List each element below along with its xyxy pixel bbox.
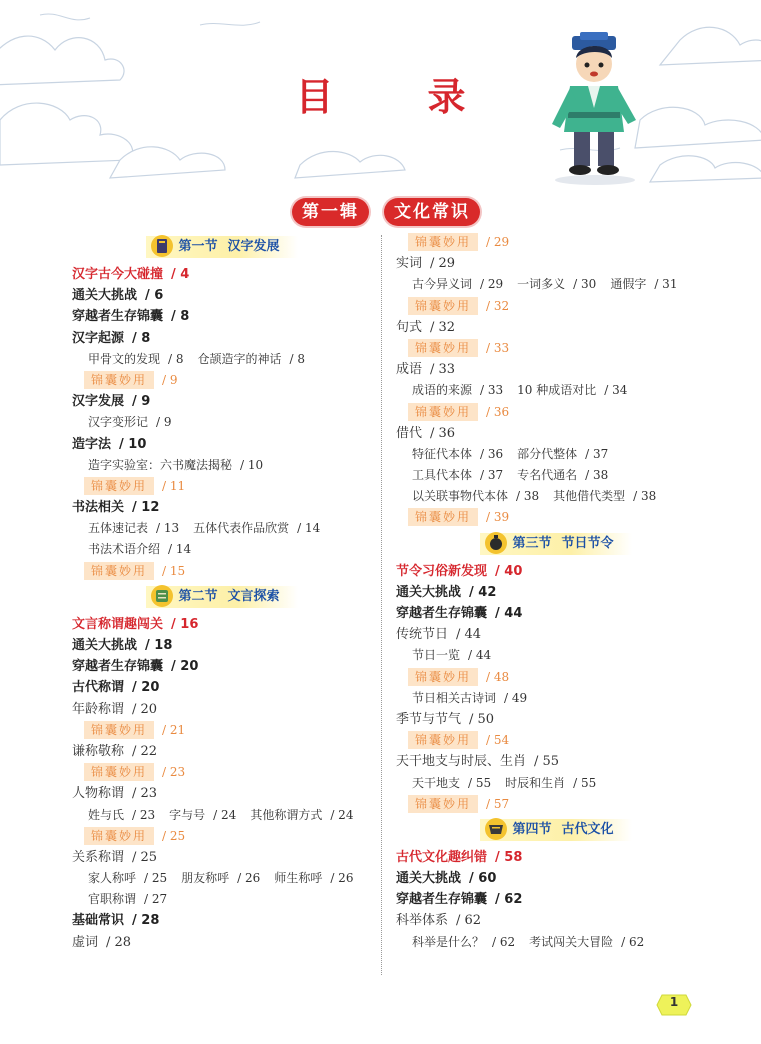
subtopic-row	[72, 455, 372, 476]
page-ref: / 26	[330, 871, 354, 886]
section-name: 古代文化	[561, 821, 614, 837]
page-ref: / 14	[168, 542, 192, 557]
tip-entry[interactable]	[72, 476, 372, 497]
subtopic-text: 工具代本体	[412, 468, 473, 483]
tip-entry[interactable]	[72, 370, 372, 391]
tip-entry[interactable]	[396, 730, 716, 751]
entry-text: 借代	[396, 425, 423, 441]
tip-entry[interactable]	[396, 232, 716, 253]
page-ref: / 48	[486, 669, 510, 684]
subtopic-text: 以关联事物代本体	[412, 489, 509, 504]
tip-label: 锦囊妙用	[84, 827, 154, 845]
subtopic-entry[interactable]	[517, 447, 608, 461]
section-title-pill	[146, 236, 297, 258]
topic-entry[interactable]	[72, 635, 372, 656]
section-name: 文言探索	[227, 588, 280, 604]
entry-text: 汉字古今大碰撞	[72, 267, 164, 282]
section-number: 第一节	[178, 239, 218, 254]
tip-label: 锦囊妙用	[84, 562, 154, 580]
page-ref: / 50	[469, 711, 495, 727]
page-ref: / 27	[144, 892, 168, 907]
page-ref: / 8	[289, 351, 306, 366]
section-name: 节日节令	[561, 535, 614, 551]
subtopic-row	[396, 444, 716, 465]
entry-text: 关系称谓	[72, 849, 125, 865]
page-ref: / 58	[495, 849, 523, 865]
page-ref: / 44	[468, 648, 492, 663]
subtopic-text: 造字实验室：六书魔法揭秘	[88, 457, 233, 472]
subtopic-text: 考试闯关大冒险	[529, 934, 614, 949]
subtopic-entry[interactable]	[412, 935, 515, 949]
page-ref: / 36	[480, 446, 504, 461]
subtopic-entry[interactable]	[517, 383, 627, 397]
section-header	[396, 815, 716, 847]
tip-label: 锦囊妙用	[408, 508, 478, 526]
page-ref: / 6	[145, 288, 164, 304]
page-ref: / 62	[456, 913, 482, 929]
entry-text: 人物称谓	[72, 786, 125, 802]
tip-entry[interactable]	[72, 561, 372, 582]
subtopic-entry[interactable]	[412, 383, 503, 397]
entry-text: 谦称敬称	[72, 743, 125, 759]
tip-label: 锦囊妙用	[84, 763, 154, 781]
subtopic-entry[interactable]	[88, 542, 191, 556]
chapter-banner	[0, 198, 761, 228]
page-ref: / 20	[132, 680, 160, 696]
tip-label: 锦囊妙用	[84, 371, 154, 389]
page-ref: / 28	[132, 913, 160, 929]
page-ref: / 57	[486, 796, 510, 811]
page-ref: / 29	[480, 277, 504, 292]
subtopic-row	[396, 773, 716, 794]
entry-text: 通关大挑战	[72, 288, 138, 304]
subtopic-entry[interactable]	[198, 352, 306, 366]
subtopic-text: 五体速记表	[88, 521, 149, 536]
page-ref: / 26	[237, 871, 261, 886]
subtopic-entry[interactable]	[88, 415, 172, 429]
page-ref: / 55	[573, 775, 597, 790]
subtopic-entry[interactable]	[181, 871, 260, 885]
subtopic-entry[interactable]	[412, 648, 491, 662]
topic-entry[interactable]	[72, 910, 372, 931]
subsection-entry[interactable]	[72, 699, 372, 720]
section-number: 第三节	[512, 535, 552, 551]
subsection-entry[interactable]	[396, 709, 716, 730]
page-ref: / 21	[162, 722, 186, 737]
subtopic-entry[interactable]	[412, 277, 503, 291]
entry-text: 季节与节气	[396, 711, 462, 727]
subsection-entry[interactable]	[72, 847, 372, 868]
subtopic-entry[interactable]	[88, 521, 179, 535]
page-ref: / 9	[156, 415, 172, 430]
page-ref: / 24	[213, 807, 237, 822]
subtopic-row	[396, 688, 716, 709]
page-ref: / 23	[162, 765, 186, 780]
subtopic-entry[interactable]	[412, 776, 491, 790]
page-ref: / 38	[633, 489, 657, 504]
page-ref: / 60	[469, 871, 497, 887]
page-ref: / 62	[495, 892, 523, 908]
tip-entry[interactable]	[72, 762, 372, 783]
subsection-entry[interactable]	[72, 932, 372, 953]
entry-text: 古代称谓	[72, 680, 125, 696]
page-ref: / 55	[468, 775, 492, 790]
subtopic-entry[interactable]	[553, 489, 656, 503]
subsection-entry[interactable]	[396, 253, 716, 274]
entry-text: 天干地支与时辰、生肖	[396, 754, 527, 770]
topic-entry[interactable]	[72, 677, 372, 698]
tip-entry[interactable]	[396, 667, 716, 688]
page-ref: / 42	[469, 584, 497, 600]
feature-entry[interactable]	[72, 264, 372, 285]
entry-text: 成语	[396, 362, 423, 378]
subtopic-text: 时辰和生肖	[505, 775, 566, 790]
subtopic-row	[72, 349, 372, 370]
tip-entry[interactable]	[396, 794, 716, 815]
page-ref: / 25	[162, 828, 186, 843]
topic-entry[interactable]	[396, 582, 716, 603]
entry-text: 穿越者生存锦囊	[396, 606, 488, 621]
tip-entry[interactable]	[396, 296, 716, 317]
character-illustration	[540, 28, 650, 188]
subtopic-entry[interactable]	[88, 808, 155, 822]
topic-entry[interactable]	[72, 656, 372, 677]
page-ref: / 36	[430, 425, 456, 441]
page-ref: / 29	[486, 235, 510, 249]
entry-text: 穿越者生存锦囊	[72, 659, 164, 675]
chapter-name: 文化常识	[384, 198, 480, 226]
subtopic-row	[396, 380, 716, 401]
subtopic-row	[72, 412, 372, 433]
entry-text: 科举体系	[396, 913, 449, 929]
subtopic-text: 10 种成语对比	[517, 383, 597, 398]
page-ref: / 25	[144, 871, 168, 886]
subtopic-entry[interactable]	[88, 458, 263, 472]
subtopic-text: 天干地支	[412, 775, 461, 790]
topic-entry[interactable]	[396, 603, 716, 624]
topic-entry[interactable]	[396, 868, 716, 889]
tip-entry[interactable]	[396, 507, 716, 528]
section-number: 第四节	[512, 821, 552, 837]
subtopic-text: 书法术语介绍	[88, 542, 161, 557]
subtopic-text: 其他称谓方式	[250, 807, 323, 822]
subtopic-text: 特征代本体	[412, 446, 473, 461]
entry-text: 穿越者生存锦囊	[72, 309, 164, 325]
entry-text: 通关大挑战	[396, 584, 462, 600]
tip-entry[interactable]	[396, 402, 716, 423]
page-ref: / 28	[106, 934, 132, 950]
entry-text: 通关大挑战	[72, 638, 138, 653]
subsection-entry[interactable]	[396, 423, 716, 444]
page-ref: / 25	[132, 849, 158, 865]
page-ref: / 14	[297, 521, 321, 536]
entry-text: 汉字发展	[72, 394, 125, 410]
page-ref: / 32	[430, 319, 456, 335]
tip-label: 锦囊妙用	[408, 403, 478, 421]
subtopic-entry[interactable]	[505, 776, 596, 790]
page-ref: / 44	[495, 606, 523, 621]
entry-text: 书法相关	[72, 500, 125, 516]
topic-entry[interactable]	[396, 889, 716, 910]
feature-entry[interactable]	[396, 561, 716, 582]
page-ref: / 24	[330, 807, 354, 822]
page-ref: / 4	[171, 267, 190, 282]
page-ref: / 10	[119, 436, 147, 452]
subtopic-entry[interactable]	[412, 447, 503, 461]
subsection-entry[interactable]	[72, 783, 372, 804]
tip-label: 锦囊妙用	[408, 731, 478, 749]
page-ref: / 55	[534, 754, 560, 770]
subtopic-text: 科举是什么？	[412, 934, 485, 949]
subsection-entry[interactable]	[396, 624, 716, 645]
entry-text: 年龄称谓	[72, 701, 125, 717]
subsection-entry[interactable]	[72, 741, 372, 762]
tip-label: 锦囊妙用	[84, 721, 154, 739]
page-ref: / 8	[168, 351, 184, 366]
page-ref: / 9	[132, 394, 151, 410]
page-ref: / 54	[486, 733, 510, 748]
page-ref: / 33	[430, 362, 456, 378]
section-header	[72, 582, 372, 614]
page-ref: / 10	[240, 457, 264, 472]
entry-text: 基础常识	[72, 913, 125, 929]
subtopic-text: 姓与氏	[88, 807, 125, 822]
tip-label: 锦囊妙用	[408, 668, 478, 686]
page-ref: / 44	[456, 627, 482, 643]
section-header	[396, 529, 716, 561]
section-title-pill	[480, 533, 631, 555]
page-ref: / 23	[132, 807, 156, 822]
entry-text: 古代文化趣纠错	[396, 849, 488, 865]
entry-text: 节令习俗新发现	[396, 563, 488, 579]
subtopic-text: 专名代通名	[517, 468, 578, 483]
chapter-label: 第一辑	[292, 198, 369, 226]
page-ref: / 30	[573, 277, 597, 292]
page-ref: / 18	[145, 638, 173, 653]
subtopic-entry[interactable]	[517, 277, 596, 291]
tip-label: 锦囊妙用	[408, 795, 478, 813]
entry-text: 通关大挑战	[396, 871, 462, 887]
page-ref: / 13	[156, 521, 180, 536]
subtopic-text: 汉字变形记	[88, 415, 149, 430]
tip-label: 锦囊妙用	[408, 233, 478, 251]
toc-column-right	[396, 232, 716, 953]
page-ref: / 16	[171, 616, 199, 632]
subsection-entry[interactable]	[396, 910, 716, 931]
subtopic-row	[72, 868, 372, 889]
subtopic-entry[interactable]	[88, 352, 184, 366]
page-ref: / 40	[495, 563, 523, 579]
subtopic-row	[396, 486, 716, 507]
feature-entry[interactable]	[72, 614, 372, 635]
page-ref: / 62	[492, 934, 516, 949]
entry-text: 实词	[396, 256, 423, 272]
entry-text: 汉字起源	[72, 330, 125, 346]
page-ref: / 22	[132, 743, 158, 759]
page-ref: / 37	[480, 468, 504, 483]
subtopic-text: 成语的来源	[412, 383, 473, 398]
subtopic-row	[72, 518, 372, 539]
subtopic-entry[interactable]	[412, 489, 539, 503]
subtopic-entry[interactable]	[250, 808, 353, 822]
subtopic-text: 一词多义	[517, 277, 566, 292]
topic-entry[interactable]	[72, 306, 372, 327]
feature-entry[interactable]	[396, 847, 716, 868]
page-ref: / 37	[585, 446, 609, 461]
subtopic-entry[interactable]	[529, 935, 644, 949]
subsection-entry[interactable]	[396, 317, 716, 338]
entry-text: 传统节日	[396, 627, 449, 643]
page-ref: / 8	[132, 330, 151, 346]
page-ref: / 34	[604, 383, 628, 398]
subtopic-row	[72, 805, 372, 826]
section-number: 第二节	[178, 588, 218, 604]
subtopic-text: 字与号	[169, 807, 206, 822]
subtopic-text: 家人称呼	[88, 871, 137, 886]
subtopic-text: 部分代整体	[517, 446, 578, 461]
subtopic-entry[interactable]	[274, 871, 353, 885]
entry-text: 穿越者生存锦囊	[396, 892, 488, 908]
page-ref: / 36	[486, 404, 510, 419]
page-ref: / 29	[430, 256, 456, 272]
subtopic-row	[396, 645, 716, 666]
topic-entry[interactable]	[72, 328, 372, 349]
page-title: 目 录	[295, 74, 494, 119]
subtopic-text: 节日一览	[412, 648, 461, 663]
subtopic-row	[72, 539, 372, 560]
book-icon	[150, 234, 174, 258]
page-ref: / 38	[585, 468, 609, 483]
subtopic-text: 五体代表作品欣赏	[193, 521, 290, 536]
tablet-icon	[484, 817, 508, 841]
topic-entry[interactable]	[72, 391, 372, 412]
tip-entry[interactable]	[396, 338, 716, 359]
subtopic-entry[interactable]	[193, 521, 320, 535]
page-ref: / 20	[171, 659, 199, 675]
page-ref: / 31	[654, 277, 678, 292]
subtopic-entry[interactable]	[412, 468, 503, 482]
subtopic-row	[72, 889, 372, 910]
subtopic-text: 朋友称呼	[181, 871, 230, 886]
page-ref: / 23	[132, 786, 158, 802]
subtopic-entry[interactable]	[517, 468, 608, 482]
topic-entry[interactable]	[72, 285, 372, 306]
subtopic-entry[interactable]	[412, 691, 527, 705]
topic-entry[interactable]	[72, 497, 372, 518]
topic-entry[interactable]	[72, 434, 372, 455]
toc-column-left	[72, 232, 372, 953]
subtopic-text: 师生称呼	[274, 871, 323, 886]
subtopic-entry[interactable]	[610, 277, 677, 291]
entry-text: 虚词	[72, 934, 99, 950]
subtopic-text: 通假字	[610, 277, 647, 292]
subtopic-row	[396, 274, 716, 295]
subtopic-text: 其他借代类型	[553, 489, 626, 504]
page-ref: / 33	[480, 383, 504, 398]
tip-label: 锦囊妙用	[84, 477, 154, 495]
page-number-badge	[656, 993, 692, 1017]
page-ref: / 8	[171, 309, 190, 325]
subtopic-entry[interactable]	[88, 871, 167, 885]
tip-label: 锦囊妙用	[408, 339, 478, 357]
section-title-pill	[146, 586, 297, 608]
section-title-pill	[480, 819, 631, 841]
subtopic-entry[interactable]	[169, 808, 236, 822]
subtopic-text: 甲骨文的发现	[88, 351, 161, 366]
page-ref: / 62	[621, 934, 645, 949]
entry-text: 文言称谓趣闯关	[72, 616, 164, 632]
subtopic-text: 节日相关古诗词	[412, 690, 497, 705]
subtopic-row	[396, 465, 716, 486]
subtopic-text: 官职称谓	[88, 892, 137, 907]
page-ref: / 20	[132, 701, 158, 717]
page-ref: / 38	[516, 489, 540, 504]
subtopic-text: 仓颉造字的神话	[197, 351, 282, 366]
subtopic-text: 古今异义词	[412, 277, 473, 292]
page-ref: / 15	[162, 563, 186, 578]
page-number: 1	[669, 995, 679, 1009]
tip-entry[interactable]	[72, 826, 372, 847]
entry-text: 句式	[396, 319, 423, 335]
entry-text: 造字法	[72, 436, 112, 452]
scroll-icon	[150, 584, 174, 608]
page-ref: / 11	[162, 478, 186, 493]
section-header	[72, 232, 372, 264]
page-ref: / 9	[162, 372, 178, 387]
tip-label: 锦囊妙用	[408, 297, 478, 315]
page-ref: / 39	[486, 510, 510, 525]
section-name: 汉字发展	[227, 239, 280, 254]
page-ref: / 33	[486, 340, 510, 355]
column-divider	[381, 235, 382, 975]
page-ref: / 12	[132, 500, 160, 516]
lantern-icon	[484, 531, 508, 555]
page-ref: / 32	[486, 298, 510, 313]
subsection-entry[interactable]	[396, 751, 716, 772]
subtopic-entry[interactable]	[88, 892, 167, 906]
subtopic-row	[396, 932, 716, 953]
page-ref: / 49	[504, 690, 528, 705]
tip-entry[interactable]	[72, 720, 372, 741]
subsection-entry[interactable]	[396, 359, 716, 380]
